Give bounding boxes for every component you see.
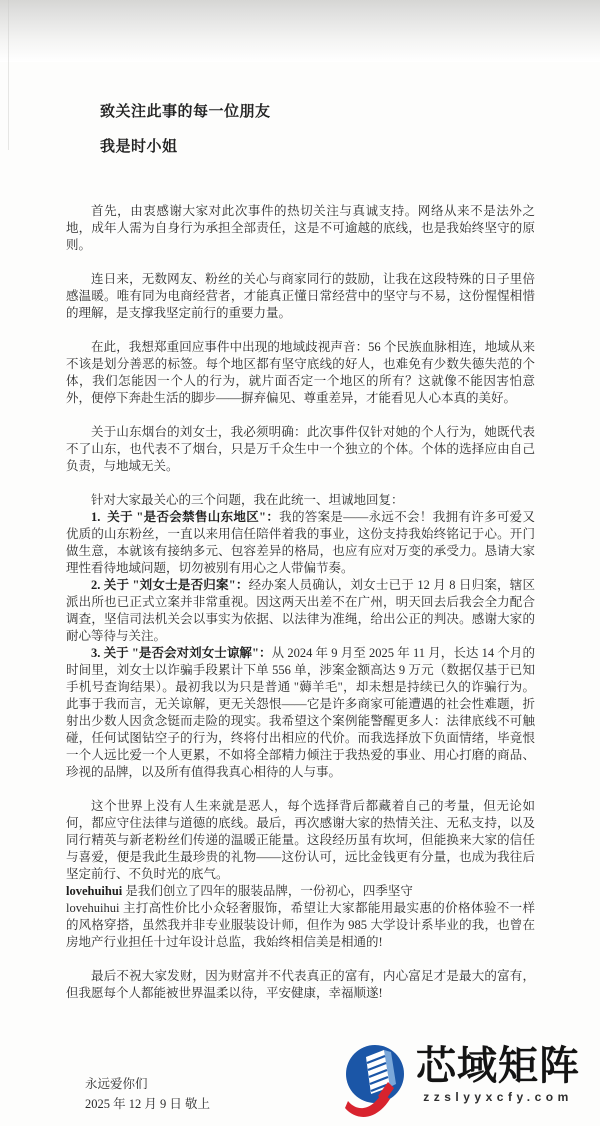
qa-item-2-label: 2. 关于 "刘女士是否归案"： [91,578,249,592]
brand-name-lead: lovehuihui [66,901,120,915]
signature-love-line: 永远爱你们 [85,1077,148,1091]
letter-title: 致关注此事的每一位朋友 [100,104,271,120]
site-watermark [344,1044,596,1122]
brand-name-bold: lovehuihui [66,884,123,898]
qa-item-3-label: 3. 关于 "是否会对刘女士谅解"： [91,646,272,660]
brand-intro-rest: 是我们创立了四年的服装品牌，一份初心，四季坚守 [122,884,413,898]
brand-description-line [66,900,535,951]
qa-item-1-answer: 我的答案是——永远不会！我拥有许多可爱又优质的山东粉丝，一直以来用信任陪伴着我的事业，这份支持我始终铭记于心。开门做生意，本就该有接纳多元、包容差异的格局，也应有应对万变的承受力。恳请大家理性看待地域问题，切勿被别有用心之人带偏节奏。 [66,510,535,575]
brand-intro-line [66,883,535,900]
paragraph-closing-wish: 最后不祝大家发财，因为财富并不代表真正的富有，内心富足才是最大的富有，但我愿每个人都能被世界温柔以待，平安健康，幸福顺遂! [66,969,535,1000]
watermark-text-block [416,1044,580,1104]
qa-item-3-answer: 从 2024 年 9 月至 2025 年 11 月，长达 14 个月的时间里，刘女士以诈骗手段累计下单 556 单，涉案金额高达 9 万元（数据仅基于已知手机号查询结果）。最初我以为只是普通 "薅羊毛"，却未想是持续已久的诈骗行为。此事于我而言，无关谅解，更无关怨恨——它是许多商家可能遭遇的社会性难题，折射出少数人因贪念铤而走险的现实。我希望这个案例能警醒更多人：法律底线不可触碰，任何试图钻空子的行为，终将付出相应的代价。而我选择放下负面情绪，毕竟恨一个人远比爱一个人更累，不如将全部精力倾注于我热爱的事业、用心打磨的商品、珍视的品牌，以及所有值得我真心相待的人与事。 [66,646,535,779]
building-swoosh-logo-icon [344,1044,408,1120]
qa-intro: 针对大家最关心的三个问题，我在此统一、坦诚地回复： [91,493,404,507]
qa-item-2-answer: 经办案人员确认，刘女士已于 12 月 8 日归案，辖区派出所也已正式立案并非常重视。因这两天出差不在广州，明天回去后我会全力配合调查，坚信司法机关会以事实为依据、以法律为准绳，给出公正的判决。感谢大家的耐心等待与关注。 [66,578,535,643]
brand-description-rest: 主打高性价比小众轻奢服饰，希望让大家都能用最实惠的价格体验不一样的风格穿搭，虽然我并非专业服装设计师，但作为 985 大学设计系毕业的我，也曾在房地产行业担任十过年设计总监，我始终相信美是相通的! [66,901,535,949]
paragraph-region-response: 在此，我想郑重回应事件中出现的地域歧视声音：56 个民族血脉相连，地域从来不该是划分善恶的标签。每个地区都有坚守底线的好人，也难免有少数失德失范的个体，我们怎能因一个人的行为，就片面否定一个地区的所有？这就像不能因害怕意外，便停下奔赴生活的脚步——摒弃偏见、尊重差异，才能看见人心本真的美好。 [66,340,535,405]
paragraph-liu-individual: 关于山东烟台的刘女士，我必须明确：此次事件仅针对她的个人行为，她既代表不了山东，也代表不了烟台，只是万千众生中一个独立的个体。个体的选择应由自己负责，与地域无关。 [66,425,535,473]
qa-item-1-label: 1. 关于 "是否会禁售山东地区"： [91,510,280,524]
watermark-brand-name: 芯域矩阵 [416,1044,580,1088]
qa-item-2 [66,577,535,645]
watermark-url: zzslyyxcfy.com [423,1090,573,1104]
paragraph-support: 连日来，无数网友、粉丝的关心与商家同行的鼓励，让我在这段特殊的日子里倍感温暖。唯有同为电商经营者，才能真正懂日常经营中的坚守与不易，这份惺惺相惜的理解，是支撑我坚定前行的重要力量。 [66,272,535,320]
qa-item-1 [66,509,535,577]
paragraph-reflection: 这个世界上没有人生来就是恶人，每个选择背后都藏着自己的考量，但无论如何，都应守住法律与道德的底线。最后，再次感谢大家的热情关注、无私支持，以及同行精英与新老粉丝们传递的温暖正能量。这段经历虽有坎坷，但能换来大家的信任与喜爱，便是我此生最珍贵的礼物——这份认可，远比金钱更有分量，也成为我往后坚定前行、不负时光的底气。 [66,799,535,881]
paragraph-gratitude: 首先，由衷感谢大家对此次事件的热切关注与真诚支持。网络从来不是法外之地，成年人需为自身行为承担全部责任，这是不可逾越的底线，也是我始终坚守的原则。 [66,204,535,252]
signature-date-line: 2025 年 12 月 9 日 敬上 [85,1097,211,1111]
letter-author: 我是时小姐 [100,139,178,155]
qa-item-3 [66,645,535,781]
